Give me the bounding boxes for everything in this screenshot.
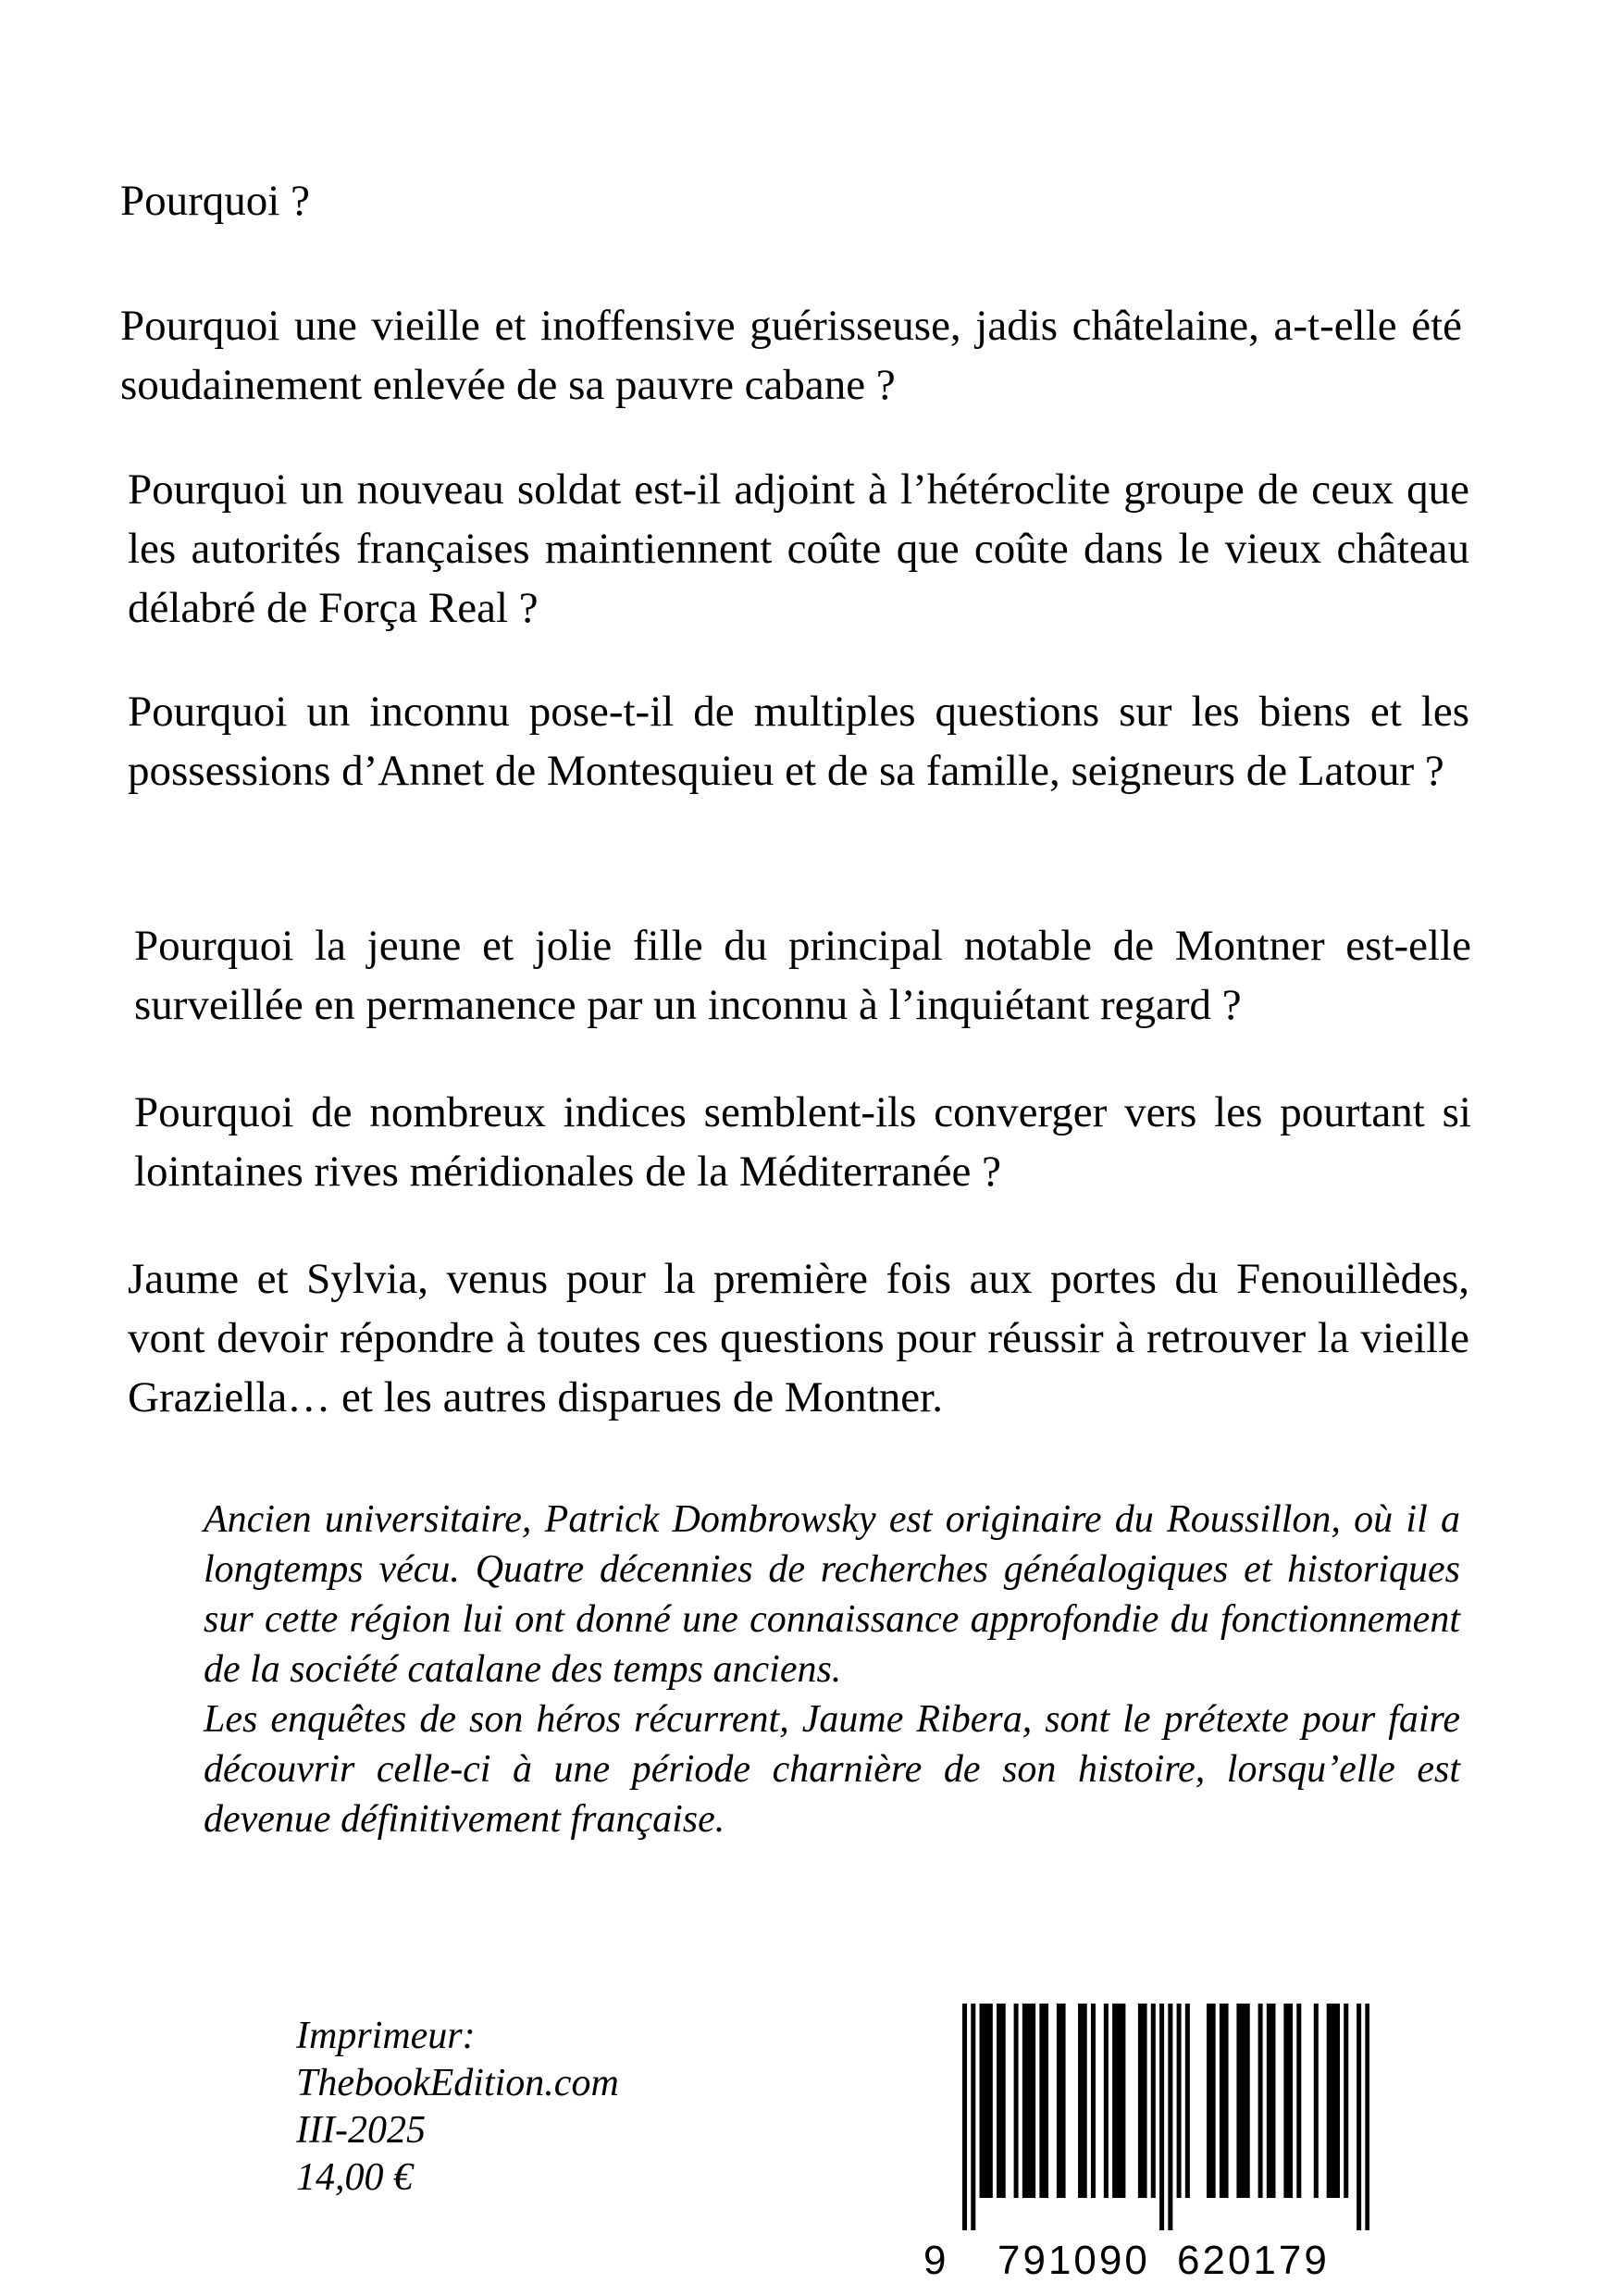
- barcode-bar: [1014, 2004, 1019, 2198]
- barcode-bar: [1117, 2004, 1121, 2198]
- barcode-guard-bar: [1365, 2004, 1369, 2230]
- barcode-guard-bar: [962, 2004, 967, 2230]
- printer-info: [296, 2013, 619, 2202]
- barcode-bar: [1112, 2004, 1117, 2198]
- barcode-guard-bar: [971, 2004, 975, 2230]
- barcode-bar: [1121, 2004, 1125, 2198]
- barcode-bar: [1267, 2004, 1271, 2198]
- barcode-bar: [1331, 2004, 1335, 2198]
- printer-name: ThebookEdition.com: [296, 2062, 619, 2104]
- barcode-bar: [1022, 2004, 1027, 2198]
- barcode-bar: [1270, 2004, 1275, 2198]
- barcode-bar: [1344, 2004, 1348, 2198]
- barcode-bar: [1335, 2004, 1340, 2198]
- barcode-bar: [997, 2004, 1001, 2198]
- barcode-bar: [1185, 2004, 1190, 2198]
- barcode-bar: [1327, 2004, 1332, 2198]
- barcode-bar: [1211, 2004, 1216, 2198]
- barcode-bar: [1236, 2004, 1241, 2198]
- barcode-guard-bar: [1168, 2004, 1172, 2230]
- barcode-bar: [1138, 2004, 1143, 2198]
- barcode-bar: [1207, 2004, 1211, 2198]
- author-bio-paragraph: Ancien universitaire, Patrick Dombrowsky est originaire du Roussillon, où il a longtemps vécu. Quatre décennies de recherches généalogiques et historiques sur cette région lui ont donné une connaissance approfondie du fonctionnement de la société catalane des temps anciens.: [204, 1498, 1460, 1691]
- barcode-bar: [1288, 2004, 1293, 2198]
- barcode-bar: [1245, 2004, 1250, 2198]
- author-bio-paragraph: Les enquêtes de son héros récurrent, Jaume Ribera, sont le prétexte pour faire découvrir celle-ci à une période charnière de son histoire, lorsqu’elle est devenue définitivement française.: [204, 1698, 1460, 1841]
- question-paragraph: Pourquoi un inconnu pose-t-il de multiples questions sur les biens et les possessions d’Annet de Montesquieu et de sa famille, seigneurs de Latour ?: [128, 688, 1469, 795]
- question-paragraph: Pourquoi une vieille et inoffensive guérisseuse, jadis châtelaine, a-t-elle été soudainement enlevée de sa pauvre cabane ?: [120, 302, 1462, 409]
- barcode-bar: [1314, 2004, 1319, 2198]
- barcode-bar: [1083, 2004, 1087, 2198]
- printer-label: Imprimeur:: [296, 2015, 476, 2057]
- opening-line: Pourquoi ?: [120, 177, 310, 225]
- barcode-bar: [1241, 2004, 1245, 2198]
- barcode-bar: [1104, 2004, 1109, 2198]
- question-paragraph: Pourquoi la jeune et jolie fille du principal notable de Montner est-elle surveillée en permanence par un inconnu à l’inquiétant regard ?: [134, 922, 1471, 1029]
- barcode-bar: [1001, 2004, 1006, 2198]
- print-date: III-2025: [296, 2109, 426, 2152]
- barcode-bar: [1143, 2004, 1147, 2198]
- barcode-bar: [1031, 2004, 1035, 2198]
- barcode-bar: [1177, 2004, 1182, 2198]
- price: 14,00 €: [296, 2156, 413, 2199]
- barcode-bar: [980, 2004, 985, 2198]
- barcode-group-right: 620179: [1177, 2238, 1330, 2283]
- barcode-bar: [1057, 2004, 1061, 2198]
- barcode-bar: [1220, 2004, 1224, 2198]
- barcode-bar: [1258, 2004, 1263, 2198]
- author-bio: [204, 1495, 1460, 1844]
- barcode-bar: [1224, 2004, 1229, 2198]
- question-paragraph: Pourquoi un nouveau soldat est-il adjoint à l’hétéroclite groupe de ceux que les autorités françaises maintiennent coûte que coûte dans le vieux château délabré de Força Real ?: [128, 465, 1469, 632]
- barcode-bar: [988, 2004, 993, 2198]
- barcode-bar: [1151, 2004, 1156, 2198]
- barcode-bars: [962, 2004, 1369, 2230]
- barcode-bar: [1026, 2004, 1031, 2198]
- question-paragraph: Pourquoi de nombreux indices semblent-ils converger vers les pourtant si lointaines rives méridionales de la Méditerranée ?: [134, 1088, 1471, 1196]
- barcode-bar: [1283, 2004, 1288, 2198]
- barcode-bar: [984, 2004, 988, 2198]
- barcode-guard-bar: [1159, 2004, 1164, 2230]
- barcode-group-left: 791090: [997, 2238, 1150, 2283]
- barcode-bar: [1296, 2004, 1301, 2198]
- barcode-guard-bar: [1357, 2004, 1361, 2230]
- barcode-bar: [1078, 2004, 1083, 2198]
- barcode-digits: [923, 2235, 1443, 2290]
- isbn-barcode: [923, 2004, 1369, 2283]
- barcode-digit-first: 9: [923, 2238, 947, 2283]
- barcode-bar: [1039, 2004, 1044, 2198]
- barcode-bar: [1044, 2004, 1048, 2198]
- summary-paragraph: Jaume et Sylvia, venus pour la première fois aux portes du Fenouillèdes, vont devoir répondre à toutes ces questions pour réussir à retrouver la vieille Graziella… et les autres disparues de Montner.: [128, 1255, 1469, 1421]
- barcode-bar: [1091, 2004, 1096, 2198]
- barcode-bar: [1061, 2004, 1066, 2198]
